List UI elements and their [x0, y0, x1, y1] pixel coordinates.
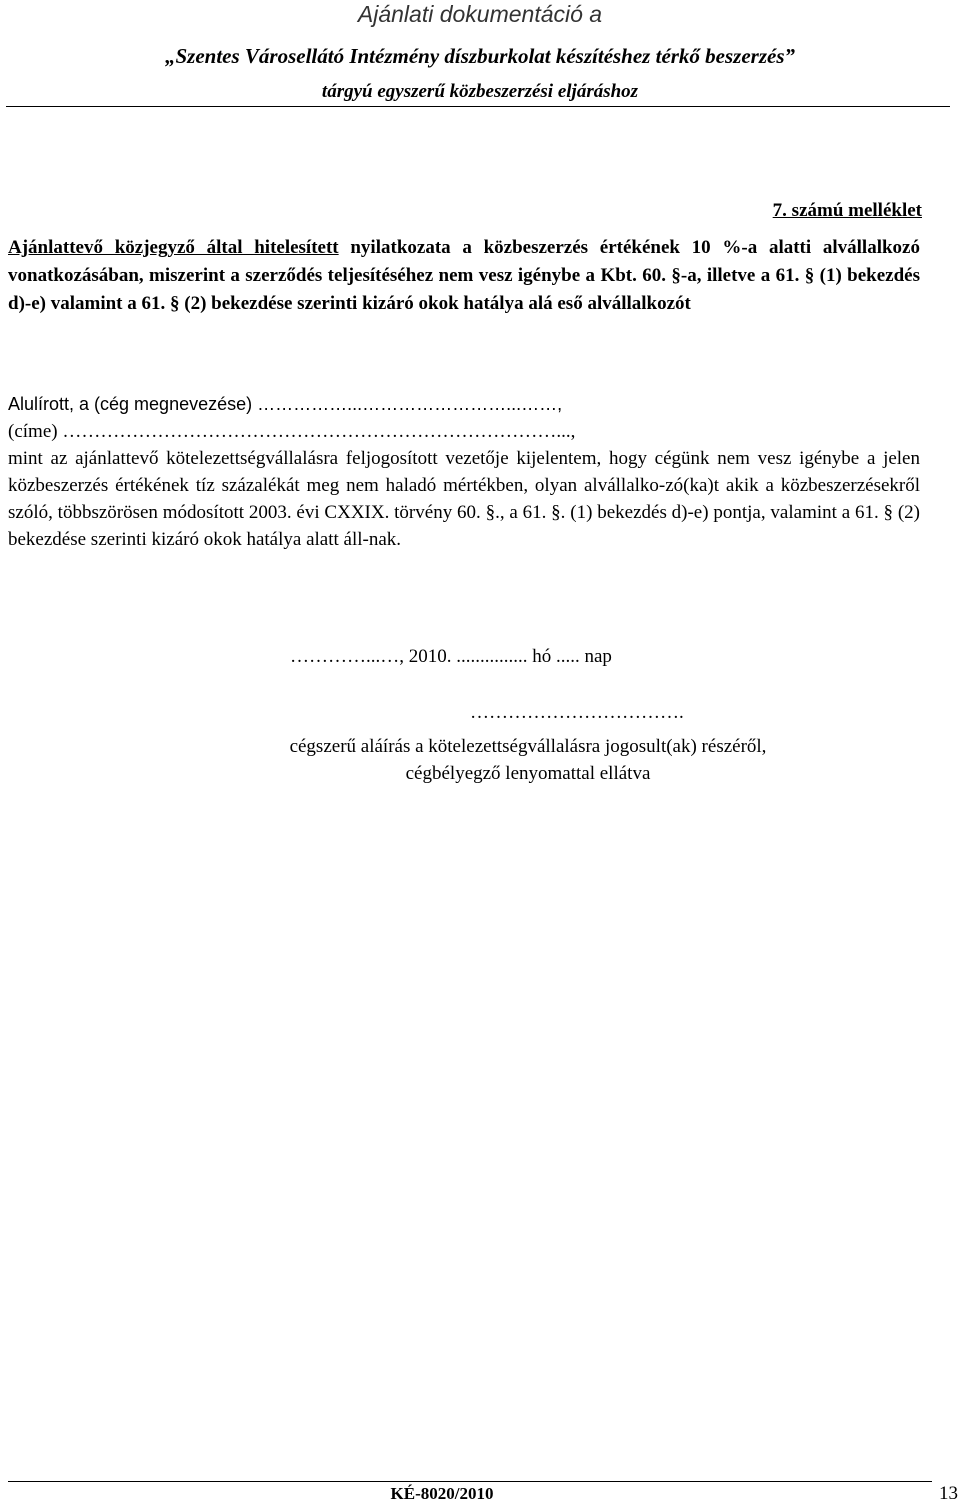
page-number: 13: [939, 1483, 958, 1504]
company-name-line: Alulírott, a (cég megnevezése) ……………...……………………...……,: [8, 394, 563, 414]
heading-rest: nyilatkozata a közbeszerzés értékének 10 %-a alatti alvállalkozó vonatkozásában, miszerint a szerződés teljesítéséhez nem vesz igénybe a Kbt. 60. §-a, illetve a 61. § (1) bekezdés d)-e) valamint a 61. § (2) bekezdése szerinti kizáró okok hatálya alá eső alvállalkozót: [8, 237, 920, 314]
stamp-caption: cégbélyegző lenyomattal ellátva: [405, 763, 651, 784]
address-line: (címe) ……………………………………………………………………...,: [8, 421, 576, 442]
header-divider: [6, 106, 950, 107]
signature-caption: cégszerű aláírás a kötelezettségvállalásra jogosult(ak) részéről,: [289, 736, 767, 757]
header-procedure: tárgyú egyszerű közbeszerzési eljáráshoz: [321, 81, 639, 102]
declaration-paragraph: mint az ajánlattevő kötelezettségvállalásra feljogosított vezetője kijelentem, hogy cégünk nem vesz igénybe a jelen közbeszerzés értékének tíz százalékát meg nem haladó mértékben, olyan alvállalko-zó(ka)t akik a közbeszerzésekről szóló, többszörösen módosított 2003. évi CXXIX. törvény 60. §., a 61. §. (1) bekezdés d)-e) pontja, valamint a 61. § (2) bekezdése szerinti kizáró okok hatálya alatt áll-nak.: [8, 448, 920, 550]
heading-underlined: Ajánlattevő közjegyző által hitelesített: [8, 237, 339, 258]
declaration-body: [8, 391, 920, 553]
annex-label: 7. számú melléklet: [772, 200, 922, 221]
date-line: …………...…, 2010. ............... hó ..... nap: [290, 646, 612, 667]
header-subject: „Szentes Városellátó Intézmény díszburkolat készítéshez térkő beszerzés”: [164, 44, 796, 68]
footer-code: KÉ-8020/2010: [390, 1484, 494, 1503]
declaration-heading: [8, 234, 920, 318]
signature-dots: …………………………….: [470, 702, 684, 723]
footer-divider: [8, 1481, 932, 1482]
header-title: Ajánlati dokumentáció a: [357, 1, 603, 27]
